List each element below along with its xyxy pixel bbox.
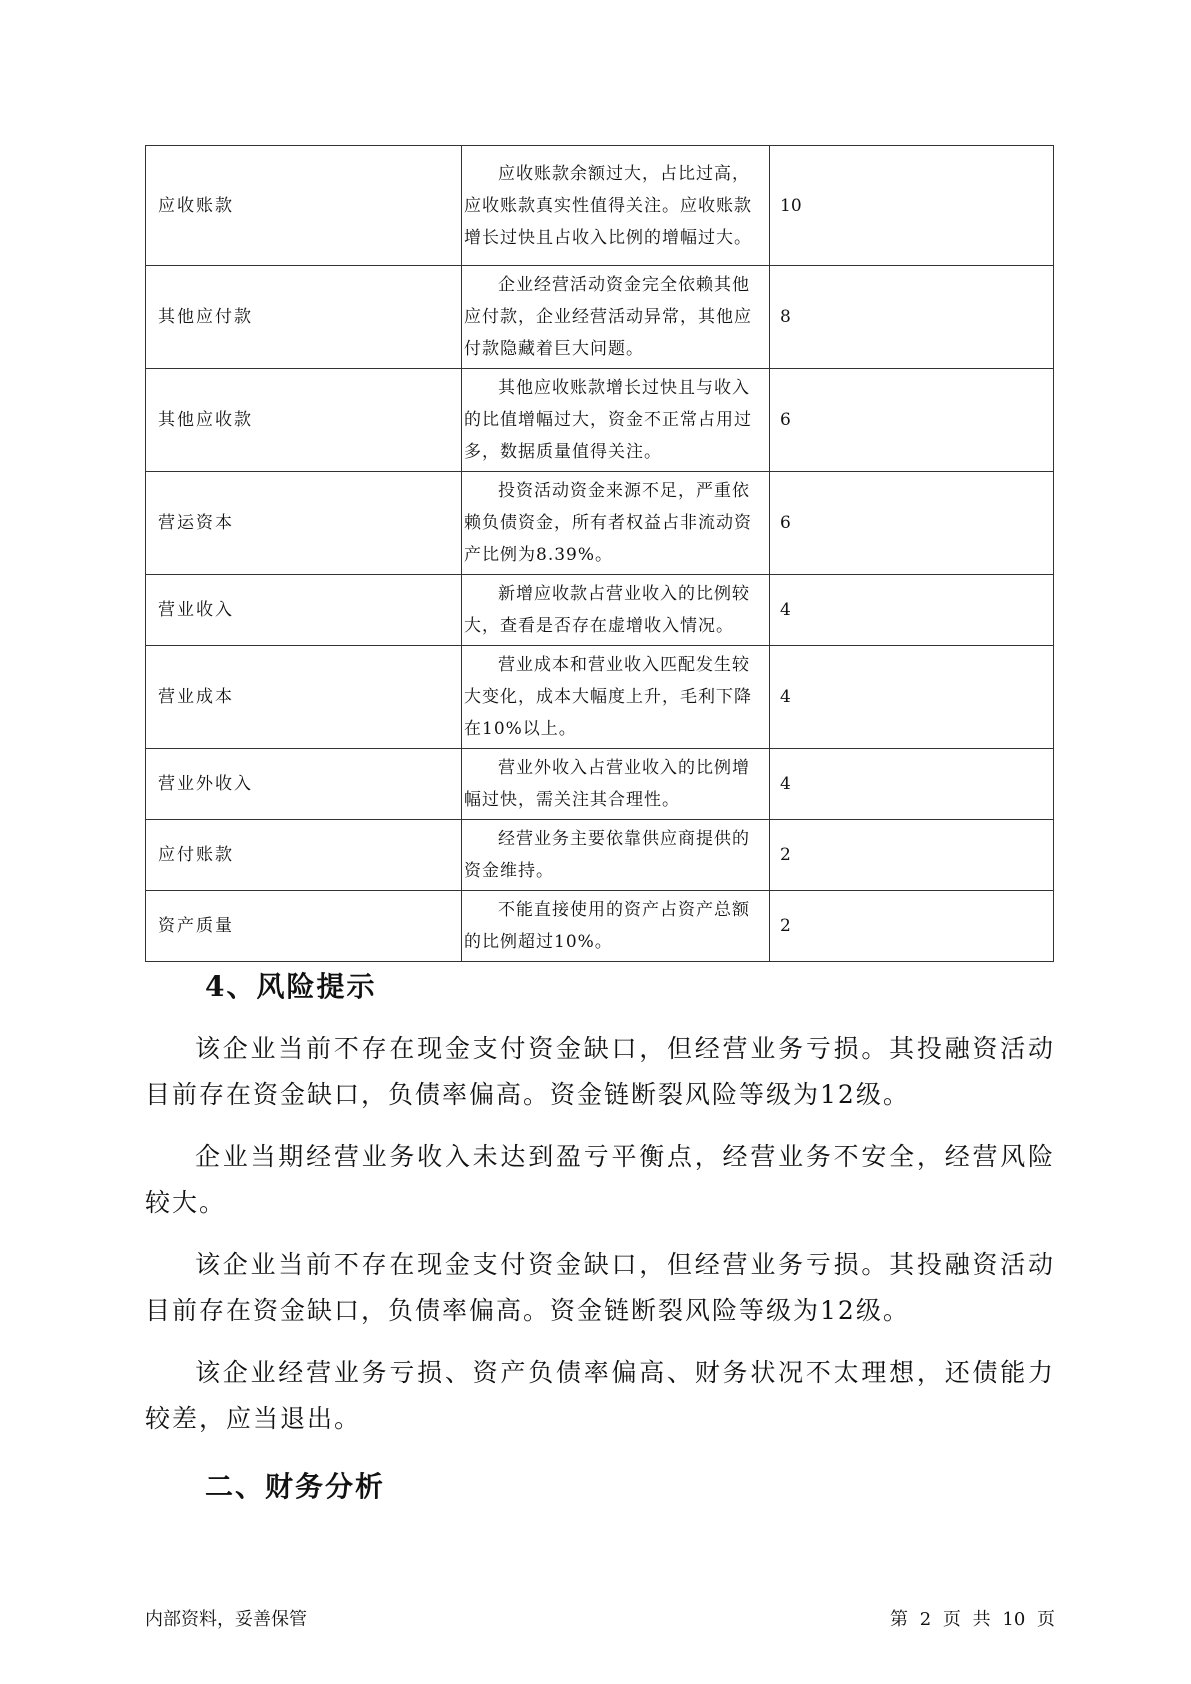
risk-description-cell: 应收账款余额过大，占比过高，应收账款真实性值得关注。应收账款增长过快且占收入比例的增幅过大。 <box>462 146 770 266</box>
risk-description-cell: 营业成本和营业收入匹配发生较大变化，成本大幅度上升，毛利下降在10%以上。 <box>462 646 770 749</box>
risk-score-cell: 4 <box>770 646 1054 749</box>
risk-paragraph: 企业当期经营业务收入未达到盈亏平衡点，经营业务不安全，经营风险较大。 <box>145 1142 1055 1217</box>
risk-score-cell: 8 <box>770 266 1054 369</box>
risk-item-cell: 应收账款 <box>146 146 462 266</box>
footer-confidential-note: 内部资料，妥善保管 <box>145 1609 307 1630</box>
table-row <box>146 646 1054 749</box>
risk-score-cell: 2 <box>770 820 1054 891</box>
risk-description-cell: 不能直接使用的资产占资产总额的比例超过10%。 <box>462 891 770 962</box>
risk-indicator-table <box>145 145 1054 962</box>
risk-description-cell: 经营业务主要依靠供应商提供的资金维持。 <box>462 820 770 891</box>
risk-paragraph: 该企业当前不存在现金支付资金缺口，但经营业务亏损。其投融资活动目前存在资金缺口，负债率偏高。资金链断裂风险等级为12级。 <box>145 1250 1055 1325</box>
risk-description-cell: 营业外收入占营业收入的比例增幅过快，需关注其合理性。 <box>462 749 770 820</box>
table-row <box>146 749 1054 820</box>
risk-score-cell: 2 <box>770 891 1054 962</box>
table-row <box>146 820 1054 891</box>
table-row <box>146 369 1054 472</box>
footer-page-number: 第 2 页 共 10 页 <box>890 1609 1055 1630</box>
table-row <box>146 472 1054 575</box>
risk-item-cell: 营业收入 <box>146 575 462 646</box>
risk-paragraph: 该企业当前不存在现金支付资金缺口，但经营业务亏损。其投融资活动目前存在资金缺口，负债率偏高。资金链断裂风险等级为12级。 <box>145 1034 1055 1109</box>
risk-score-cell: 6 <box>770 369 1054 472</box>
risk-item-cell: 营业外收入 <box>146 749 462 820</box>
risk-description-cell: 其他应收账款增长过快且与收入的比值增幅过大，资金不正常占用过多，数据质量值得关注。 <box>462 369 770 472</box>
risk-item-cell: 营运资本 <box>146 472 462 575</box>
risk-score-cell: 6 <box>770 472 1054 575</box>
finance-section-heading: 二、财务分析 <box>205 1470 386 1503</box>
table-row <box>146 891 1054 962</box>
table-row <box>146 575 1054 646</box>
risk-description-cell: 投资活动资金来源不足，严重依赖负债资金，所有者权益占非流动资产比例为8.39%。 <box>462 472 770 575</box>
risk-description-cell: 企业经营活动资金完全依赖其他应付款，企业经营活动异常，其他应付款隐藏着巨大问题。 <box>462 266 770 369</box>
risk-item-cell: 其他应付款 <box>146 266 462 369</box>
risk-score-cell: 10 <box>770 146 1054 266</box>
risk-item-cell: 其他应收款 <box>146 369 462 472</box>
risk-paragraph: 该企业经营业务亏损、资产负债率偏高、财务状况不太理想，还债能力较差，应当退出。 <box>145 1358 1055 1433</box>
risk-item-cell: 应付账款 <box>146 820 462 891</box>
risk-item-cell: 资产质量 <box>146 891 462 962</box>
risk-item-cell: 营业成本 <box>146 646 462 749</box>
risk-score-cell: 4 <box>770 749 1054 820</box>
risk-description-cell: 新增应收款占营业收入的比例较大，查看是否存在虚增收入情况。 <box>462 575 770 646</box>
risk-section-heading: 4、风险提示 <box>205 970 377 1003</box>
table-row <box>146 266 1054 369</box>
risk-score-cell: 4 <box>770 575 1054 646</box>
table-row <box>146 146 1054 266</box>
